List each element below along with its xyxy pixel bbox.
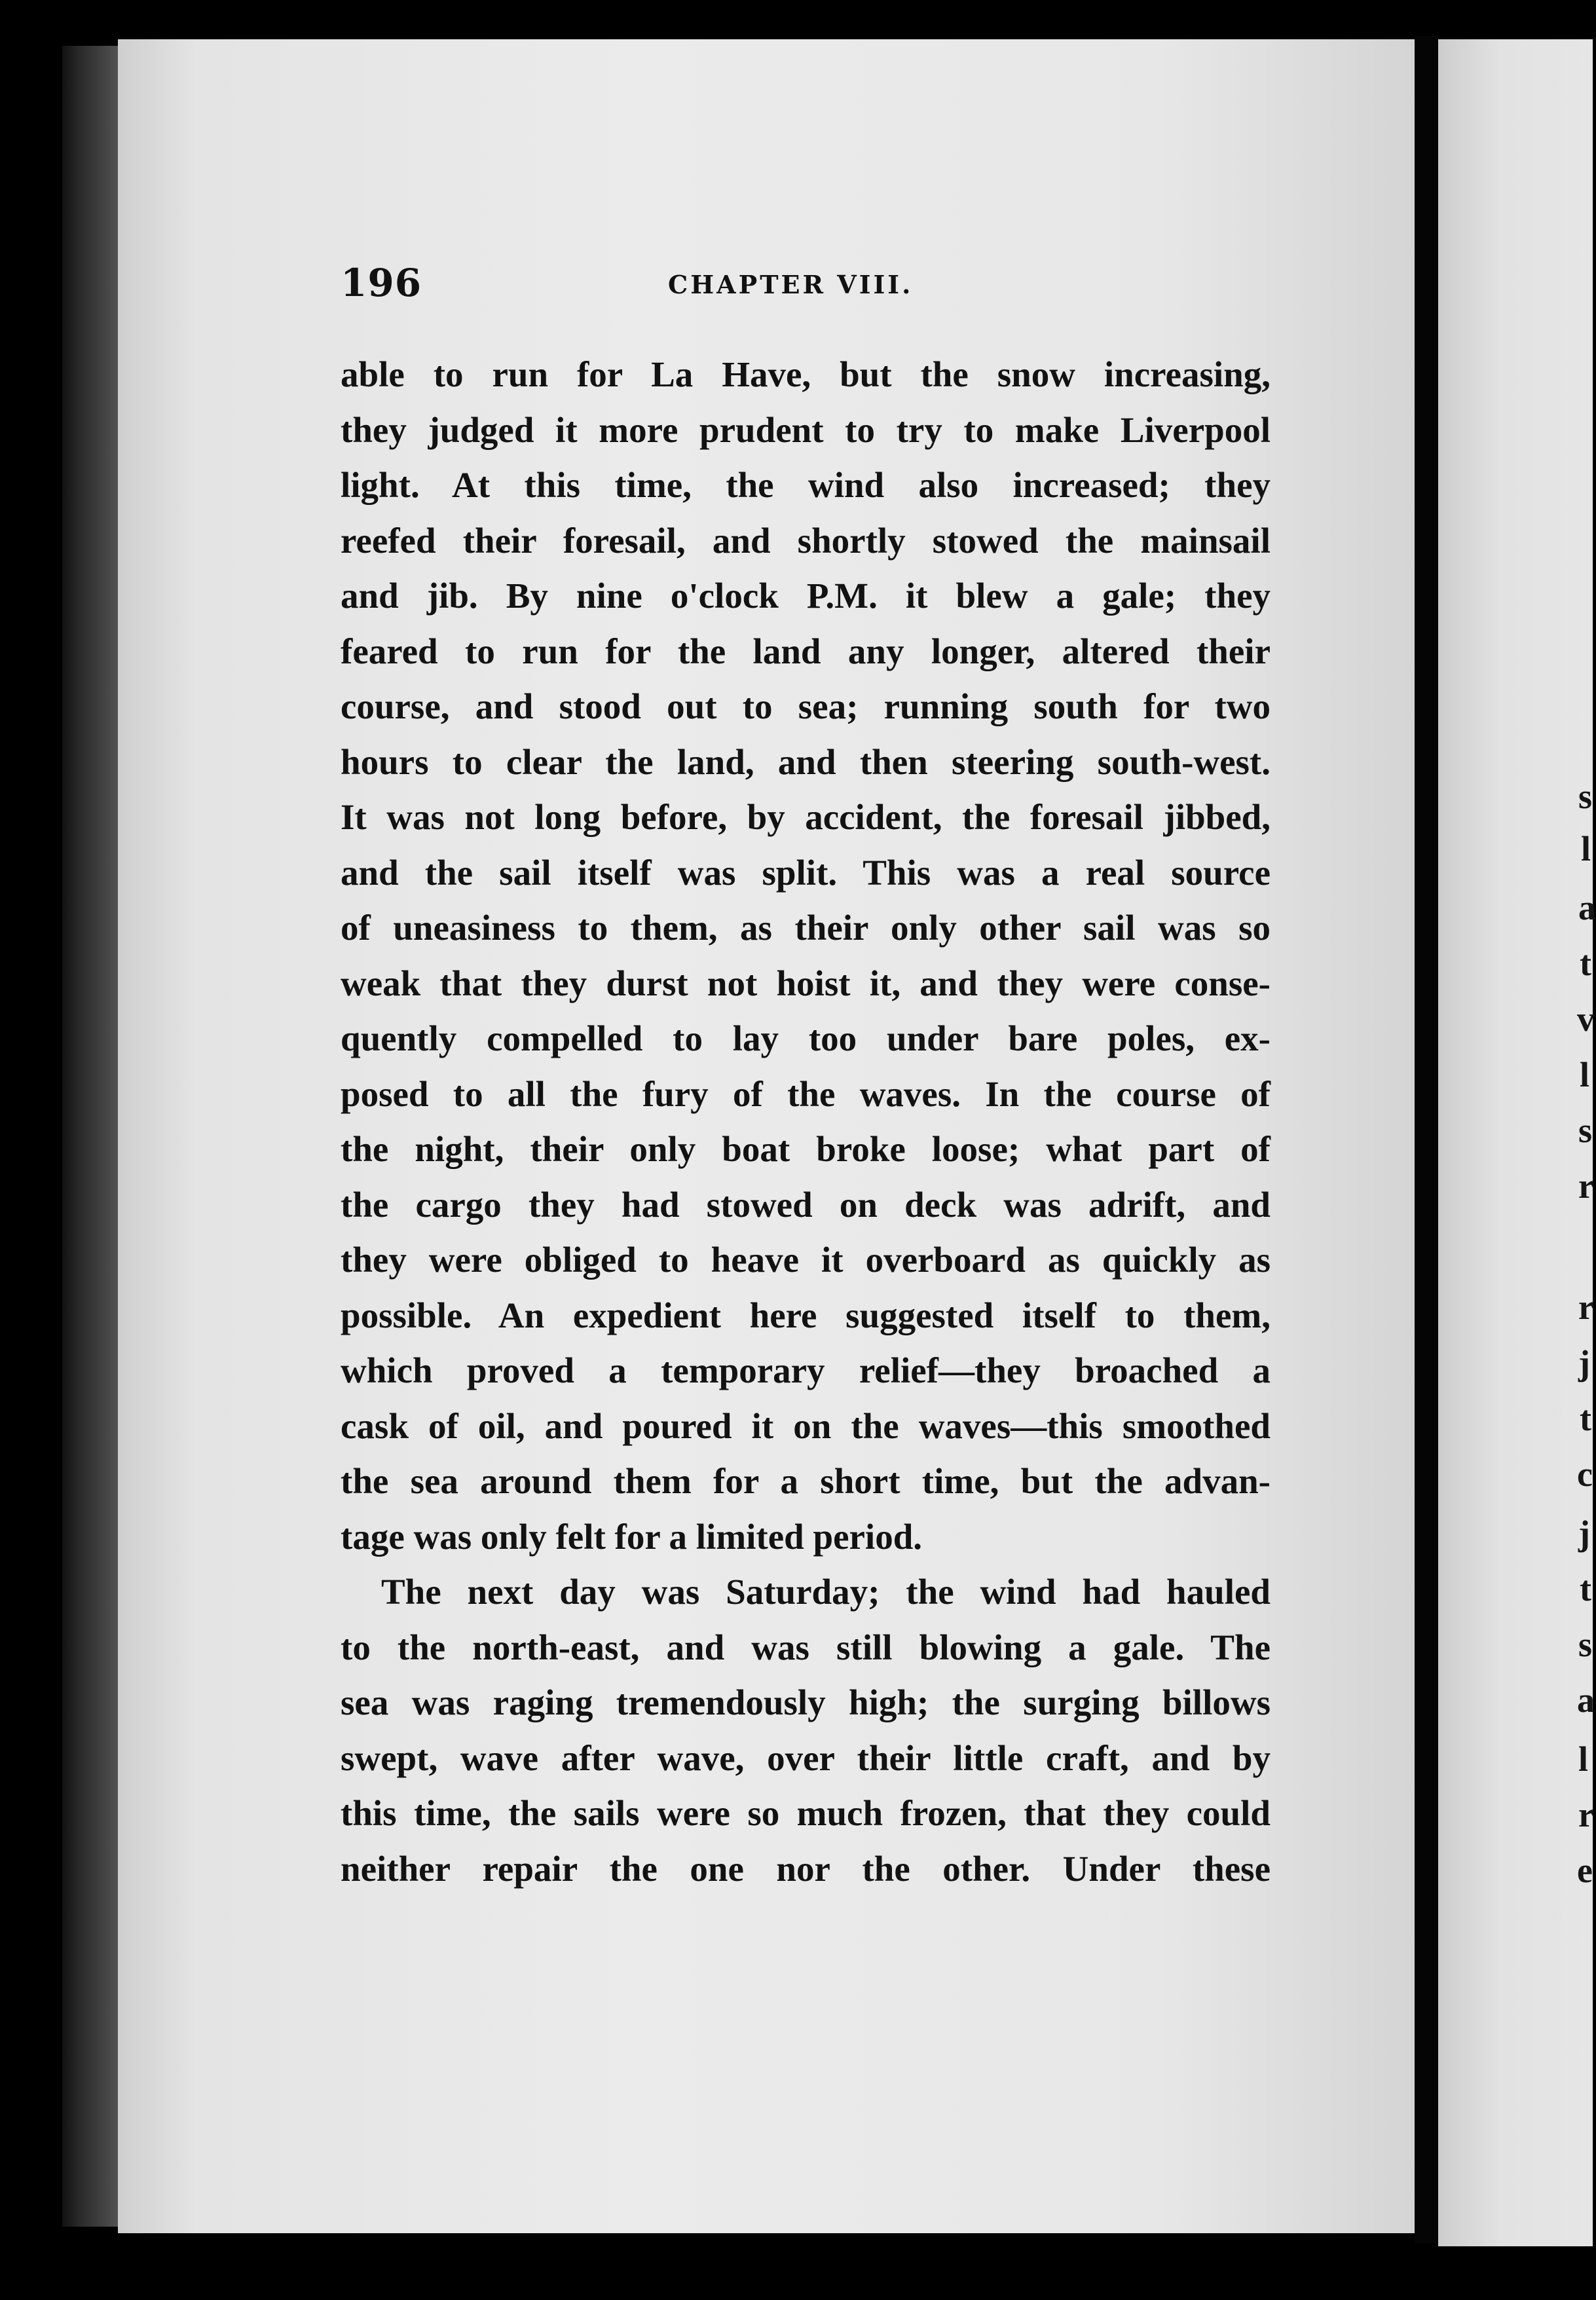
next-page-glyph: e <box>1577 1851 1593 1890</box>
next-page-glyph: r <box>1578 1795 1594 1834</box>
next-page-glyph: t <box>1580 1399 1591 1438</box>
next-page-glyph: j <box>1578 1343 1590 1382</box>
text-line: the cargo they had stowed on deck was adrift, and <box>341 1184 1271 1225</box>
left-book-edge <box>62 46 121 2227</box>
text-line: quently compelled to lay too under bare poles, ex- <box>341 1018 1271 1058</box>
text-line: sea was raging tremendously high; the surging billows <box>341 1682 1271 1722</box>
next-page-glyph: t <box>1580 1569 1591 1608</box>
text-line: the night, their only boat broke loose; what part of <box>341 1129 1271 1169</box>
text-line: to the north-east, and was still blowing a gale. The <box>341 1627 1271 1667</box>
text-line: reefed their foresail, and shortly stowed the mainsail <box>341 520 1271 561</box>
paragraph-2 <box>341 1565 1271 1897</box>
next-page-glyph: s <box>1578 1625 1593 1664</box>
text-line: able to run for La Have, but the snow increasing, <box>341 354 1271 394</box>
next-page-glyph: l <box>1581 829 1591 868</box>
text-line: neither repair the one nor the other. Under these <box>341 1848 1271 1889</box>
text-line: posed to all the fury of the waves. In the course of <box>341 1073 1271 1114</box>
text-line: they were obliged to heave it overboard as quickly as <box>341 1240 1271 1280</box>
next-page-glyph: c <box>1577 1455 1593 1494</box>
next-page-glyph: a <box>1577 1680 1595 1720</box>
text-line: It was not long before, by accident, the foresail jibbed, <box>341 797 1271 837</box>
text-line: swept, wave after wave, over their little craft, and by <box>341 1737 1271 1778</box>
next-page-glyph: s <box>1578 1111 1593 1150</box>
text-line: hours to clear the land, and then steering south-west. <box>341 741 1271 782</box>
next-page-glyph: r <box>1578 1288 1594 1327</box>
text-line: possible. An expedient here suggested itself to them, <box>341 1295 1271 1335</box>
text-line: cask of oil, and poured it on the waves—this smoothed <box>341 1405 1271 1446</box>
running-head: CHAPTER VIII. <box>668 270 914 299</box>
text-line: and the sail itself was split. This was a real source <box>341 852 1271 893</box>
text-line: and jib. By nine o'clock P.M. it blew a gale; they <box>341 576 1271 616</box>
paragraph-1 <box>341 347 1271 1565</box>
next-page-glyph: t <box>1580 944 1591 983</box>
text-line: the sea around them for a short time, but the advan- <box>341 1461 1271 1501</box>
text-line: course, and stood out to sea; running south for two <box>341 686 1271 726</box>
text-line: of uneasiness to them, as their only other sail was so <box>341 908 1271 948</box>
page-header <box>341 261 1271 305</box>
text-line: which proved a temporary relief—they broached a <box>341 1350 1271 1390</box>
next-page-glyph: v <box>1577 999 1595 1039</box>
next-page-glyph: j <box>1578 1513 1590 1553</box>
page-number: 196 <box>341 261 422 305</box>
text-line: they judged it more prudent to try to make Liverpool <box>341 409 1271 450</box>
text-line: weak that they durst not hoist it, and they were conse- <box>341 963 1271 1003</box>
text-line: light. At this time, the wind also increased; they <box>341 465 1271 505</box>
next-page-glyph: l <box>1578 1739 1589 1779</box>
next-page-glyph: s <box>1578 777 1593 816</box>
text-line: this time, the sails were so much frozen, that they could <box>341 1793 1271 1833</box>
page-body-text <box>341 347 1271 1897</box>
scan-bottom-border <box>0 2246 1593 2300</box>
next-page-glyph: a <box>1578 888 1596 927</box>
text-line: feared to run for the land any longer, altered their <box>341 631 1271 671</box>
text-line: The next day was Saturday; the wind had hauled <box>381 1572 1271 1612</box>
next-page-glyph: r <box>1578 1166 1594 1206</box>
text-line: tage was only felt for a limited period. <box>341 1516 923 1557</box>
next-page-edge <box>1438 39 1593 2253</box>
next-page-glyph: l <box>1580 1055 1590 1094</box>
page-gutter <box>1415 36 1438 2243</box>
